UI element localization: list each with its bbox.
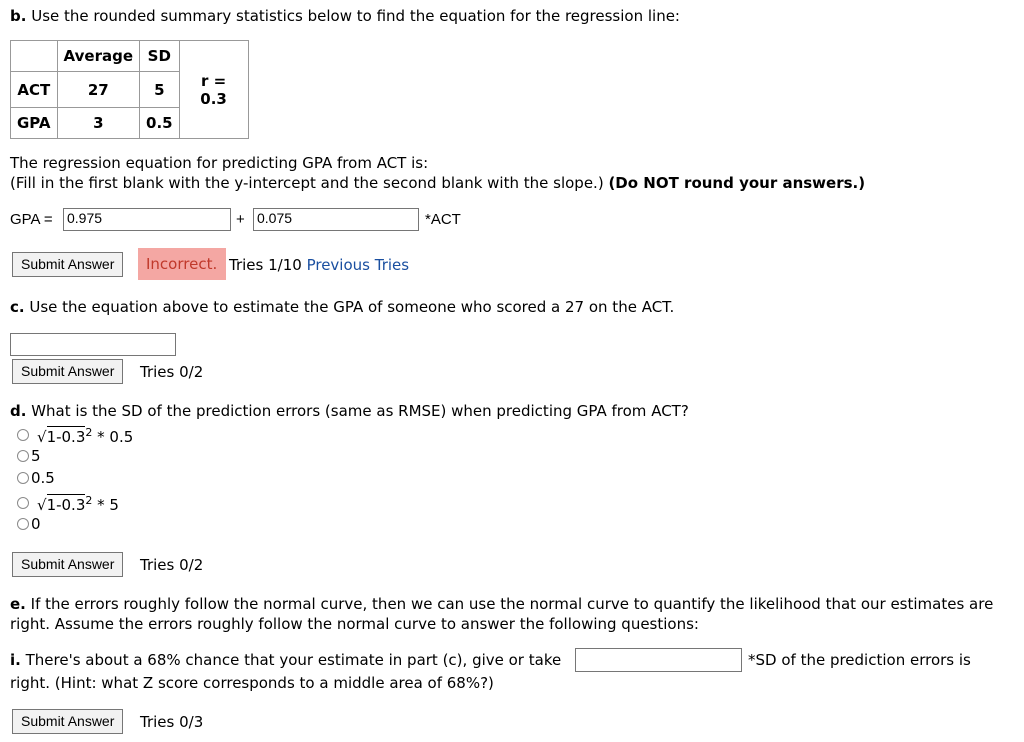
part-d-text: What is the SD of the prediction errors (same as RMSE) when predicting GPA from ACT? <box>31 402 689 420</box>
part-d-tries: Tries 0/2 <box>140 556 204 574</box>
equation-suffix: *ACT <box>425 211 461 228</box>
regression-prompt-line2 <box>10 174 865 192</box>
option-5-label: 0 <box>31 515 41 533</box>
slope-input[interactable]: 0.075 <box>253 208 419 231</box>
option-1-radicand: 1-0.3 <box>46 428 86 446</box>
correlation-value: r = 0.3 <box>179 72 248 108</box>
part-b-text: Use the rounded summary statistics below to find the equation for the regression line: <box>31 7 680 25</box>
regression-prompt-bold: (Do NOT round your answers.) <box>608 174 866 192</box>
previous-tries-link[interactable]: Previous Tries <box>306 256 410 274</box>
equation-prefix: GPA = <box>10 211 53 228</box>
row-average-gpa: 3 <box>57 108 139 139</box>
part-c-label: c. <box>10 298 25 316</box>
part-c-tries: Tries 0/2 <box>140 363 204 381</box>
regression-prompt-line1: The regression equation for predicting GPA from ACT is: <box>10 154 429 172</box>
part-c-answer-input[interactable] <box>10 333 176 356</box>
part-c-prompt <box>10 298 674 316</box>
option-4-radio[interactable] <box>17 497 29 509</box>
option-2-radio[interactable] <box>17 450 29 462</box>
row-average-act: 27 <box>57 72 139 108</box>
table-header-average: Average <box>57 41 139 72</box>
regression-prompt-text: (Fill in the first blank with the y-intercept and the second blank with the slope.) <box>10 174 604 192</box>
part-e-label: e. <box>10 595 26 613</box>
part-b-prompt <box>10 7 680 25</box>
option-1-tail: * 0.5 <box>97 428 134 446</box>
part-e-i-prompt <box>10 651 561 669</box>
part-e-submit-button[interactable]: Submit Answer <box>12 709 123 734</box>
table-row <box>11 108 249 139</box>
option-2-label: 5 <box>31 447 41 465</box>
table-header-row <box>11 41 249 72</box>
option-5-radio[interactable] <box>17 518 29 530</box>
option-1-label <box>37 426 133 446</box>
table-row <box>11 72 249 108</box>
part-e-text-2: right. Assume the errors roughly follow the normal curve to answer the following questions: <box>10 615 699 633</box>
equation-plus: + <box>236 211 245 228</box>
part-c-submit-button[interactable]: Submit Answer <box>12 359 123 384</box>
part-d-submit-button[interactable]: Submit Answer <box>12 552 123 577</box>
part-b-tries <box>229 256 409 274</box>
table-header-sd: SD <box>140 41 180 72</box>
option-4-label <box>37 494 119 514</box>
table-corner-blank-bottom <box>179 108 248 139</box>
part-b-label: b. <box>10 7 27 25</box>
table-header-blank <box>11 41 58 72</box>
incorrect-feedback-badge: Incorrect. <box>138 248 226 280</box>
part-e-i-answer-input[interactable] <box>575 648 742 672</box>
part-b-tries-count: Tries 1/10 <box>229 256 302 274</box>
option-4-exponent: 2 <box>85 494 93 507</box>
row-name-act: ACT <box>11 72 58 108</box>
part-e-text-1: If the errors roughly follow the normal curve, then we can use the normal curve to quantify the likelihood that our estimates are <box>30 595 994 613</box>
option-3-label: 0.5 <box>31 469 55 487</box>
option-4-sqrt: $√1-0.3^2$ <box>37 494 93 514</box>
option-4-tail: * 5 <box>97 496 119 514</box>
part-c-text: Use the equation above to estimate the GPA of someone who scored a 27 on the ACT. <box>29 298 675 316</box>
intercept-input[interactable]: 0.975 <box>63 208 231 231</box>
part-e-i-text: There's about a 68% chance that your estimate in part (c), give or take <box>25 651 562 669</box>
part-e-prompt-line1 <box>10 595 993 613</box>
option-1-radio[interactable] <box>17 429 29 441</box>
part-d-label: d. <box>10 402 27 420</box>
row-name-gpa: GPA <box>11 108 58 139</box>
part-b-submit-button[interactable]: Submit Answer <box>12 252 123 277</box>
option-1-exponent: 2 <box>85 426 93 439</box>
part-e-i-suffix: *SD of the prediction errors is <box>748 651 971 669</box>
option-1-sqrt: $√1-0.3^2$ <box>37 426 93 446</box>
row-sd-act: 5 <box>140 72 180 108</box>
summary-stats-table <box>10 40 249 139</box>
part-d-prompt <box>10 402 689 420</box>
part-e-i-hint: right. (Hint: what Z score corresponds to a middle area of 68%?) <box>10 674 494 692</box>
part-e-tries: Tries 0/3 <box>140 713 204 731</box>
row-sd-gpa: 0.5 <box>140 108 180 139</box>
option-4-radicand: 1-0.3 <box>46 496 86 514</box>
table-corner-blank <box>179 41 248 72</box>
option-3-radio[interactable] <box>17 472 29 484</box>
part-e-i-label: i. <box>10 651 21 669</box>
